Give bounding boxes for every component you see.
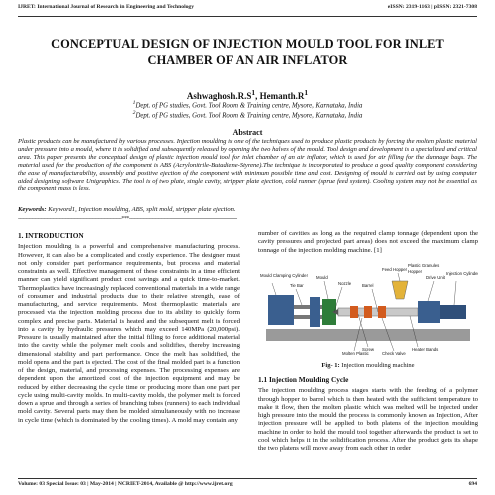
label-mould: Mould xyxy=(316,274,328,280)
label-mould-clamping: Mould Clamping Cylinder xyxy=(260,272,309,278)
affiliation-2 xyxy=(0,110,495,119)
title-line-2: CHAMBER OF AN AIR INFLATOR xyxy=(147,53,348,67)
keywords-label: Keywords: xyxy=(18,206,47,213)
machine-base xyxy=(266,329,470,341)
keywords xyxy=(18,206,477,213)
label-nozzle: Nozzle xyxy=(338,280,352,286)
page-number: 694 xyxy=(468,481,477,487)
label-screw: Screw xyxy=(362,346,374,352)
figure-caption-text: Injection moulding machine xyxy=(341,361,415,369)
label-check-valve: Check Valve xyxy=(382,350,406,356)
keywords-text: Keyword1, Injection moulding, ABS, split mold, stripper plate ejection. xyxy=(48,206,236,213)
label-molten-plastic: Molten Plastic xyxy=(342,350,369,356)
affil-2-text: Dept. of PG studies, Govt. Tool Room & Training centre, Mysore, Karnataka, India xyxy=(135,112,363,120)
title-line-1: CONCEPTUAL DESIGN OF INJECTION MOULD TOOL FOR INLET xyxy=(51,37,444,51)
affil-2-sup: 2 xyxy=(132,110,136,116)
footer-rule xyxy=(18,478,477,479)
label-barrel: Barrel xyxy=(362,282,374,288)
moving-platen xyxy=(310,297,320,327)
affil-1-sup: 1 xyxy=(132,100,136,106)
label-tie-bar: Tie Bar xyxy=(290,282,304,288)
label-injection-cylinder: Injection Cylinder xyxy=(446,270,478,276)
author-1-sup: 1 xyxy=(251,88,256,97)
affil-1-text: Dept. of PG studies, Govt. Tool Room & Training centre, Mysore, Karnataka, India xyxy=(135,102,363,110)
separator: ---------------------------------------------------------------------***------------------------------------------------------------------------ xyxy=(18,216,237,222)
affiliation-1 xyxy=(0,100,495,109)
intro-paragraph: Injection moulding is a powerful and comprehensive manufacturing process. However, it can also be a complicated and costly experience. The designer must not only consider part performance requirements, but process and material constraints as well. Effective management of these constraints in a time efficient manner can yield significant product cost savings and a quick time-to-market. Thermoplastics have increasingly replaced conventional materials in a wide range of consumer and industrial products due to their relative strength, ease of manufacturing, and service requirements. Most thermoplastic materials are processed via the injection molding process due to its ability to quickly form complex and precise parts. Material is heated and the subsequent melt is forced into a cavity by hydraulic pressures which may exceed 140MPa (20,000psi). Pressure is usually maintained after the initial filling to force additional material into the cavity while the polymer melt cools and solidifies, thereby increasing dimensional stability and part performance. Once the melt has solidified, the mold opens and the part is ejected. The cost of the final molded part is a function of the design, material, and processing expenses. The processing expenses are dependent upon the amortized cost of the injection equipment and may be reduced by either decreasing the cycle time or producing more than one part per cycle using multi-cavity molds. In multi-cavity molds, the polymer melt is forced down a sprue and through a series of branching tubes (runners) to each individual mold cavity. Several parts may then be molded simultaneously with no increase in cycle time (which is dominated by the cooling times). A mold may contain any xyxy=(18,243,240,424)
heater-band-3 xyxy=(378,306,386,318)
label-feed-hopper: Feed Hopper xyxy=(382,266,408,272)
right-top-paragraph: number of cavities as long as the required clamp tonnage (dependent upon the cavity pressures and projected part areas) does not exceed the maximum clamp tonnage of the injection molding machine. [1] xyxy=(258,230,478,254)
heater-band-2 xyxy=(364,306,372,318)
heater-band-1 xyxy=(350,306,358,318)
paper-title xyxy=(40,36,455,68)
cycle-paragraph: The injection moulding process stages starts with the feeding of a polymer through hopper to barrel which is then heated with the sufficient temperature to make it flow, then the molten plastic which was melted will be injected under high pressure into the mould the process is commonly known as Injection, After injection pressure will be applied to both platens of the injection moulding machine in order to hold the mould tool together afterwards the product is set to cool which helps it in the solidification process. After the product gets its shape the two platens will move away from each other in order xyxy=(258,387,478,452)
author-2: Hemanth.R xyxy=(259,91,305,101)
injection-machine-figure xyxy=(258,259,478,359)
section-1-1-heading: 1.1 Injection Moulding Cycle xyxy=(258,375,349,384)
label-drive-unit: Drive Unit xyxy=(426,274,445,280)
clamping-cylinder xyxy=(268,295,294,325)
header-rule xyxy=(18,16,477,17)
drive-unit-box xyxy=(418,301,440,323)
footer-volume: Volume: 03 Special Issue: 03 | May-2014 | NCRIET-2014, Available @ http://www.ijret.org xyxy=(18,481,233,487)
label-heater-bands: Heater Bands xyxy=(412,346,439,352)
author-2-sup: 1 xyxy=(304,88,309,97)
label-hopper: Hopper xyxy=(408,268,423,274)
hopper-shape xyxy=(392,281,408,299)
figure-caption-label: Fig- 1: xyxy=(321,361,340,369)
left-column xyxy=(18,230,240,425)
injection-cylinder-box xyxy=(440,305,466,319)
section-1-heading: 1. INTRODUCTION xyxy=(18,231,84,240)
issn: eISSN: 2319-1163 | pISSN: 2321-7308 xyxy=(387,4,477,10)
author-1: Ashwaghosh.R.S xyxy=(186,91,252,101)
abstract-text: Plastic products can be manufactured by various processes. Injection moulding is one of the techniques used to produce plastic products by forcing the molten plastic material under pressure into a mould, where it is solidified and subsequently released by opening the two halves of the mould. Tool design and development is a specialized and critical area. This paper presents the conceptual design of plastic injection mould tool for inlet chamber of an air inflator, which is used for air filling for the dunnage bags. The material used for the production of the component is ABS (Acrylonitrile-Butadiene-Styrene).The technique is incorporated to produce a good quality component considering the ease of manufacturability, assembly and positive ejection of the component with minimum possible time and cost. Designing of mould is carried out by using computer aided designing software Unigraphics. The tool is of two plate, single cavity, stripper plate ejection, cold runner (sprue feed system). Cooling system may not be essential as the component mass is less. xyxy=(18,138,477,193)
authors: $Ashwaghosh.R.S^1$, $Hemanth.R^1$ xyxy=(186,88,309,101)
machine-diagram xyxy=(258,259,478,359)
abstract-heading: Abstract xyxy=(232,128,263,137)
journal-name: IJRET: International Journal of Research in Engineering and Technology xyxy=(18,4,195,10)
figure-caption xyxy=(258,362,478,370)
label-plastic-granules: Plastic Granules xyxy=(408,262,440,268)
right-column xyxy=(258,230,478,453)
